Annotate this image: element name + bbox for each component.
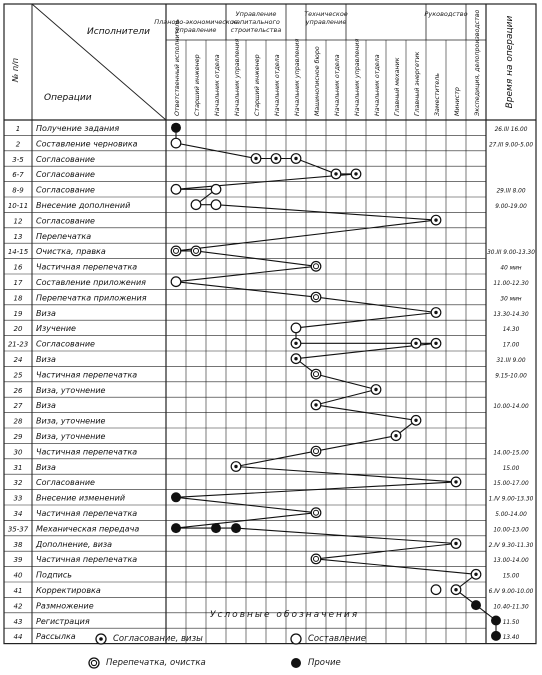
group-header-2: Техническое управление (304, 10, 348, 26)
row-number: 27 (13, 402, 23, 411)
visa-mark-dot (394, 434, 397, 437)
compose-symbol-icon (290, 633, 302, 645)
compose-mark (171, 277, 181, 287)
legend-label-other: Прочие (308, 658, 341, 668)
row-operation: Дополнение, виза (36, 539, 113, 549)
row-time: 30.III 9.00-13.30 (487, 250, 535, 257)
row-number: 33 (13, 494, 23, 503)
visa-mark-dot (474, 573, 477, 576)
visa-mark-dot (294, 357, 297, 360)
visa-mark-dot (434, 218, 437, 221)
row-operation: Перепечатка приложения (36, 293, 147, 303)
row-operation: Виза (36, 308, 56, 318)
row-operation: Виза (36, 355, 56, 364)
visa-mark-dot (454, 480, 457, 483)
row-operation: Виза (36, 462, 56, 472)
row-time: 14.00-15.00 (493, 450, 529, 457)
legend-title: Условные обозначения (210, 610, 360, 620)
row-number: 1 (15, 125, 21, 133)
row-number: 10-11 (7, 202, 29, 210)
row-number: 20 (13, 325, 23, 334)
row-time: 10.40-11.30 (493, 604, 529, 611)
row-operation: Виза (36, 401, 56, 411)
row-number: 38 (13, 540, 23, 549)
other-mark (171, 123, 181, 133)
compose-mark (211, 185, 221, 195)
row-number: 40 (13, 571, 23, 580)
row-time: 9.00-19.00 (495, 204, 527, 210)
legend-label-visa: Согласование, визы (113, 634, 203, 644)
row-number: 3-5 (12, 155, 24, 164)
row-time: 5.00-14.00 (495, 512, 527, 518)
row-time: 10.00-13.00 (493, 527, 529, 534)
row-time: 13.00-14.00 (493, 558, 529, 565)
performer-header-4: Старший инженер (254, 54, 261, 116)
retype-mark (311, 262, 321, 272)
performer-header-14: Министр (454, 87, 461, 116)
row-operation: Частичная перепечатка (36, 370, 138, 380)
visa-mark-dot (334, 172, 337, 175)
row-operation: Согласование (36, 154, 95, 164)
row-number: 16 (13, 263, 23, 272)
row-time: 15.00-17.00 (493, 481, 529, 488)
performer-header-6: Начальник управления (294, 38, 301, 116)
visa-mark-dot (294, 342, 297, 345)
row-operation: Согласование (36, 185, 95, 195)
visa-mark-dot (414, 342, 417, 345)
visa-mark-dot (454, 588, 457, 591)
performer-header-13: Заместитель (434, 72, 441, 116)
other-mark (211, 523, 221, 533)
row-operation: Составление приложения (36, 278, 146, 287)
row-operation: Частичная перепечатка (36, 447, 138, 457)
other-mark (171, 492, 181, 502)
row-time: 17.00 (502, 342, 520, 349)
row-time: 15.00 (502, 465, 520, 472)
performer-header-10: Начальник отдела (374, 54, 381, 116)
row-time: 13.30-14.30 (493, 311, 529, 318)
row-operation: Согласование (36, 216, 95, 226)
visa-symbol-icon (95, 633, 107, 645)
row-number: 39 (13, 556, 23, 565)
other-mark (171, 523, 181, 533)
compose-mark (171, 185, 181, 195)
compose-mark (211, 200, 221, 210)
row-time: 30 мин (500, 296, 522, 303)
row-operation: Частичная перепечатка (36, 262, 138, 272)
row-number: 44 (13, 633, 23, 642)
other-mark (231, 523, 241, 533)
retype-mark (171, 246, 181, 256)
row-operation: Согласование (36, 478, 95, 488)
row-operation: Внесение изменений (36, 493, 126, 503)
other-symbol-icon (290, 657, 302, 669)
performer-header-12: Главный энергетик (414, 51, 421, 116)
visa-mark-dot (434, 342, 437, 345)
performer-header-3: Начальник управления (234, 38, 241, 116)
visa-mark-dot (354, 172, 357, 175)
performer-header-11: Главный механик (394, 57, 401, 116)
group-header-3: Руководство (424, 10, 468, 18)
row-number: 17 (13, 279, 23, 287)
compose-mark (171, 138, 181, 148)
visa-mark-dot (314, 403, 317, 406)
legend (0, 608, 542, 675)
row-time: 11.00-12.30 (493, 281, 529, 287)
visa-mark-dot (274, 157, 277, 160)
row-operation: Изучение (36, 324, 76, 334)
row-number: 25 (13, 371, 23, 380)
group-header-0: Планово-экономическое управление (154, 18, 238, 34)
visa-mark-dot (454, 542, 457, 545)
performers-header: Исполнители (87, 27, 150, 37)
performer-header-8: Начальник отдела (334, 54, 341, 116)
performer-header-1: Старший инженер (194, 54, 201, 116)
group-header-1: Управление капитального строительства (230, 10, 282, 34)
row-number: 43 (13, 617, 23, 626)
row-number: 28 (13, 417, 23, 426)
row-time: 10.00-14.00 (493, 404, 529, 411)
visa-mark-dot (254, 157, 257, 160)
row-number: 8-9 (12, 186, 24, 195)
row-time: 15.00 (502, 573, 520, 580)
compose-mark (191, 200, 201, 210)
time-header: Время на операции (505, 15, 515, 109)
visa-mark-dot (374, 388, 377, 391)
row-number: 42 (13, 602, 23, 611)
row-number: 18 (13, 294, 23, 303)
row-number: 30 (13, 448, 23, 457)
row-time: 14.30 (502, 327, 520, 334)
row-number: 31 (13, 463, 23, 472)
row-operation: Перепечатка (36, 231, 92, 241)
visa-mark-dot (414, 419, 417, 422)
retype-mark (311, 554, 321, 564)
row-operation: Составление черновика (36, 139, 138, 149)
row-number: 21-23 (7, 340, 29, 349)
row-time: 40 мин (500, 265, 522, 272)
row-operation: Получение задания (36, 124, 120, 133)
performer-header-9: Начальник управления (354, 38, 361, 116)
performer-header-7: Машинописное бюро (314, 46, 321, 116)
row-operation: Регистрация (36, 616, 90, 626)
row-operation: Виза, уточнение (36, 385, 106, 395)
retype-mark (191, 246, 201, 256)
row-operation: Очистка, правка (36, 247, 106, 257)
row-number: 2 (15, 140, 21, 149)
row-operation: Размножение (36, 601, 94, 611)
row-operation: Частичная перепечатка (36, 555, 138, 565)
row-operation: Частичная перепечатка (36, 509, 138, 518)
row-number: 12 (13, 217, 23, 226)
retype-mark (311, 446, 321, 456)
row-number: 19 (13, 309, 23, 318)
row-time: 11.50 (502, 619, 520, 626)
performer-header-2: Начальник отдела (214, 54, 221, 116)
row-operation: Виза, уточнение (36, 432, 106, 441)
row-number: 13 (13, 232, 23, 241)
row-time: 13.40 (502, 635, 520, 642)
row-number: 24 (13, 356, 23, 364)
legend-label-compose: Составление (308, 634, 366, 644)
row-time: 31.III 9.00 (496, 358, 526, 364)
row-operation: Согласование (36, 170, 95, 180)
performer-header-0: Ответственный исполнитель (174, 19, 181, 116)
row-operation: Согласование (36, 339, 95, 349)
row-time: 29.III 8.00 (496, 188, 526, 195)
row-number: 29 (13, 433, 23, 441)
row-number: 6-7 (12, 171, 24, 180)
retype-mark (311, 292, 321, 302)
row-number: 32 (13, 479, 23, 488)
row-time: 1.IV 9.00-13.30 (488, 496, 534, 503)
retype-mark (311, 508, 321, 518)
legend-item-retype (88, 657, 206, 669)
row-operation: Корректировка (36, 586, 101, 595)
legend-label-retype: Перепечатка, очистка (106, 658, 206, 668)
retype-symbol-icon (88, 657, 100, 669)
row-number: 26 (13, 386, 23, 395)
row-operation: Рассылка (36, 632, 76, 642)
visa-mark-dot (434, 311, 437, 314)
row-time: 26.III 16.00 (494, 127, 528, 133)
visa-mark-dot (234, 465, 237, 468)
row-number: 35-37 (7, 525, 29, 534)
compose-mark (291, 323, 301, 333)
performer-header-15: Экспедиция, делопроизводство (474, 9, 481, 116)
operations-header: Операции (44, 93, 92, 103)
retype-mark (311, 369, 321, 379)
performer-header-5: Начальник отдела (274, 54, 281, 116)
legend-item-compose (290, 633, 366, 645)
row-time: 2.IV 9.30-11.30 (488, 542, 534, 549)
compose-mark (431, 585, 441, 595)
row-operation: Механическая передача (36, 524, 140, 534)
row-time: 27.III 9.00-5.00 (488, 142, 534, 149)
row-operation: Виза, уточнение (36, 416, 106, 426)
visa-mark-dot (294, 157, 297, 160)
row-operation: Подпись (36, 570, 72, 580)
legend-item-other (290, 657, 341, 669)
row-operation: Внесение дополнений (36, 201, 131, 210)
number-header: № п/п (11, 57, 20, 83)
row-time: 6.IV 9.00-10.00 (488, 589, 534, 595)
row-time: 9.15-10.00 (495, 373, 527, 380)
row-number: 14-15 (7, 248, 29, 257)
row-number: 41 (13, 587, 23, 595)
row-number: 34 (13, 510, 23, 518)
legend-item-visa (95, 633, 203, 645)
